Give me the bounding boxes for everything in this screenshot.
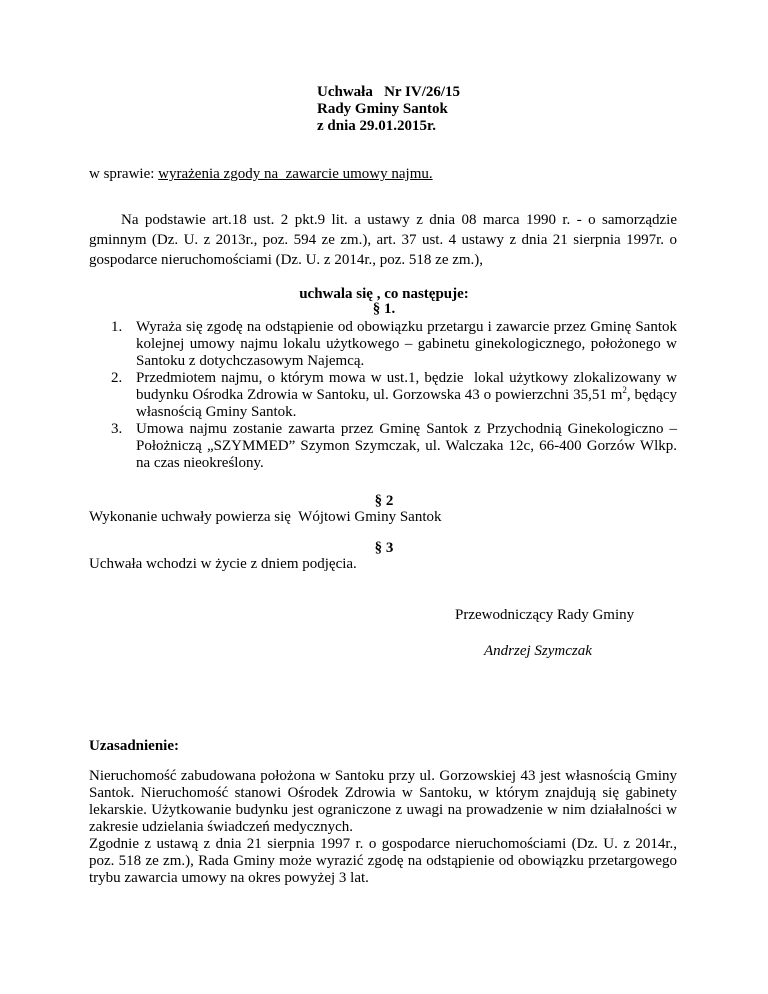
list-item-number: 3. (111, 421, 123, 437)
list-item-number: 2. (111, 370, 123, 386)
subject-line (89, 166, 433, 183)
list-item (89, 421, 677, 472)
resolution-header (317, 84, 460, 135)
list-item-text: Umowa najmu zostanie zawarta przez Gminę Santok z Przychodnią Ginekologiczno – Położniczą „SZYMMED” Szymon Szymczak, ul. Walczaka 12c, 66-400 Gorzów Wlkp. na czas nieokreślony. (136, 421, 677, 471)
signature-name: Andrzej Szymczak (484, 643, 592, 659)
section-2-text: Wykonanie uchwały powierza się Wójtowi Gminy Santok (89, 509, 442, 525)
section-3-title: § 3 (374, 540, 394, 556)
justification-paragraph: Nieruchomość zabudowana położona w Santoku przy ul. Gorzowskiej 43 jest własnością Gminy Santok. Nieruchomość stanowi Ośrodek Zdrowia w Santoku, w którym znajdują się gabinety lekarskie. Użytkowanie budynku jest ograniczone z uwagi na prowadzenie w nim działalności w zakresie udzielania świadczeń medycznych. (89, 768, 677, 835)
superscript: 2 (622, 385, 627, 395)
resolution-date: z dnia 29.01.2015r. (317, 118, 437, 134)
list-item-text-main: Przedmiotem najmu, o którym mowa w ust.1, będzie lokal użytkowy zlokalizowany w budynku Ośrodka Zdrowia w Santoku, ul. Gorzowska 43 o powierzchni 35,51 m (136, 370, 681, 403)
subject-prefix: w sprawie: (89, 166, 159, 182)
section-2-title: § 2 (374, 493, 394, 509)
justification-title: Uzasadnienie: (89, 738, 179, 754)
subject-topic: wyrażenia zgody na zawarcie umowy najmu. (158, 166, 433, 182)
justification-body (89, 768, 677, 887)
list-item-number: 1. (111, 319, 123, 335)
resolves-heading: uchwala się , co następuje: (299, 286, 469, 302)
list-item-text: Wyraża się zgodę na odstąpienie od obowiązku przetargu i zawarcie przez Gminę Santok kolejnej umowy najmu lokalu użytkowego – gabinetu ginekologicznego, położonego w Santoku z dotychczasowym Najemcą. (136, 319, 677, 369)
resolution-number: Uchwała Nr IV/26/15 (317, 84, 461, 100)
list-item-text (136, 370, 681, 421)
justification-paragraph: Zgodnie z ustawą z dnia 21 sierpnia 1997 r. o gospodarce nieruchomościami (Dz. U. z 2014r., poz. 518 ze zm.), Rada Gminy może wyrazić zgodę na odstąpienie od obowiązku przetargowego trybu zawarcia umowy na okres powyżej 3 lat. (89, 836, 677, 886)
list-item (89, 370, 681, 421)
issuing-body: Rady Gminy Santok (317, 101, 448, 117)
legal-basis (89, 210, 677, 270)
list-item (89, 319, 677, 370)
legal-basis-text: Na podstawie art.18 ust. 2 pkt.9 lit. a ustawy z dnia 08 marca 1990 r. - o samorządzie gminnym (Dz. U. z 2013r., poz. 594 ze zm.), art. 37 ust. 4 ustawy z dnia 21 sierpnia 1997r. o gospodarce nieruchomościami (Dz. U. z 2014r., poz. 518 ze zm.), (89, 212, 677, 268)
section-3-text: Uchwała wchodzi w życie z dniem podjęcia. (89, 556, 357, 572)
section-1-list (89, 319, 681, 472)
list-item-text-end: , będący własnością Gminy Santok. (136, 387, 677, 420)
signature-role: Przewodniczący Rady Gminy (455, 607, 635, 623)
section-1-title: § 1. (372, 301, 396, 317)
